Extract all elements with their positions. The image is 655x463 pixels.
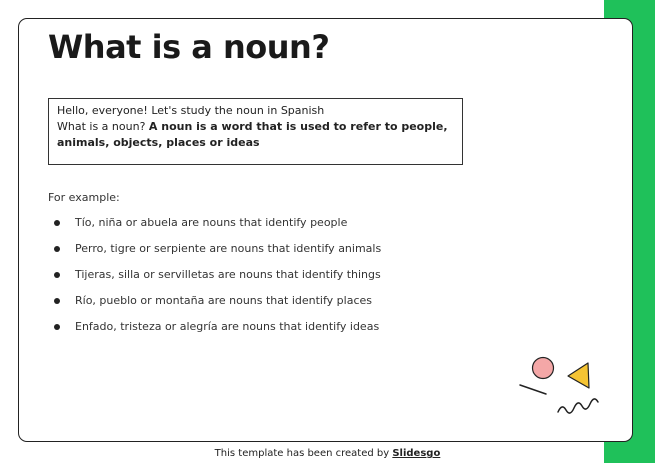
circle-shape-icon [533,358,554,379]
list-item: Río, pueblo or montaña are nouns that identify places [52,294,381,320]
intro-box [48,98,463,165]
slidesgo-link[interactable]: Slidesgo [392,448,441,459]
squiggle-shape-icon [558,399,598,413]
slide-title: What is a noun? [48,28,330,66]
list-item: Tijeras, silla or servilletas are nouns that identify things [52,268,381,294]
example-label: For example: [48,191,120,204]
triangle-shape-icon [568,363,589,388]
decorative-shapes [510,350,610,420]
intro-question: What is a noun? [57,120,149,133]
footer-text: This template has been created by [214,448,393,459]
list-item: Tío, niña or abuela are nouns that identify people [52,216,381,242]
intro-greeting: Hello, everyone! Let's study the noun in Spanish [57,104,325,117]
list-item: Enfado, tristeza or alegría are nouns that identify ideas [52,320,381,346]
intro-question-line [57,119,454,151]
line-shape-icon [520,385,546,394]
intro-definition: A noun is a word that is used to refer to people, animals, objects, places or ideas [57,120,448,149]
examples-list [52,216,381,346]
list-item: Perro, tigre or serpiente are nouns that identify animals [52,242,381,268]
footer-credit [0,448,655,459]
